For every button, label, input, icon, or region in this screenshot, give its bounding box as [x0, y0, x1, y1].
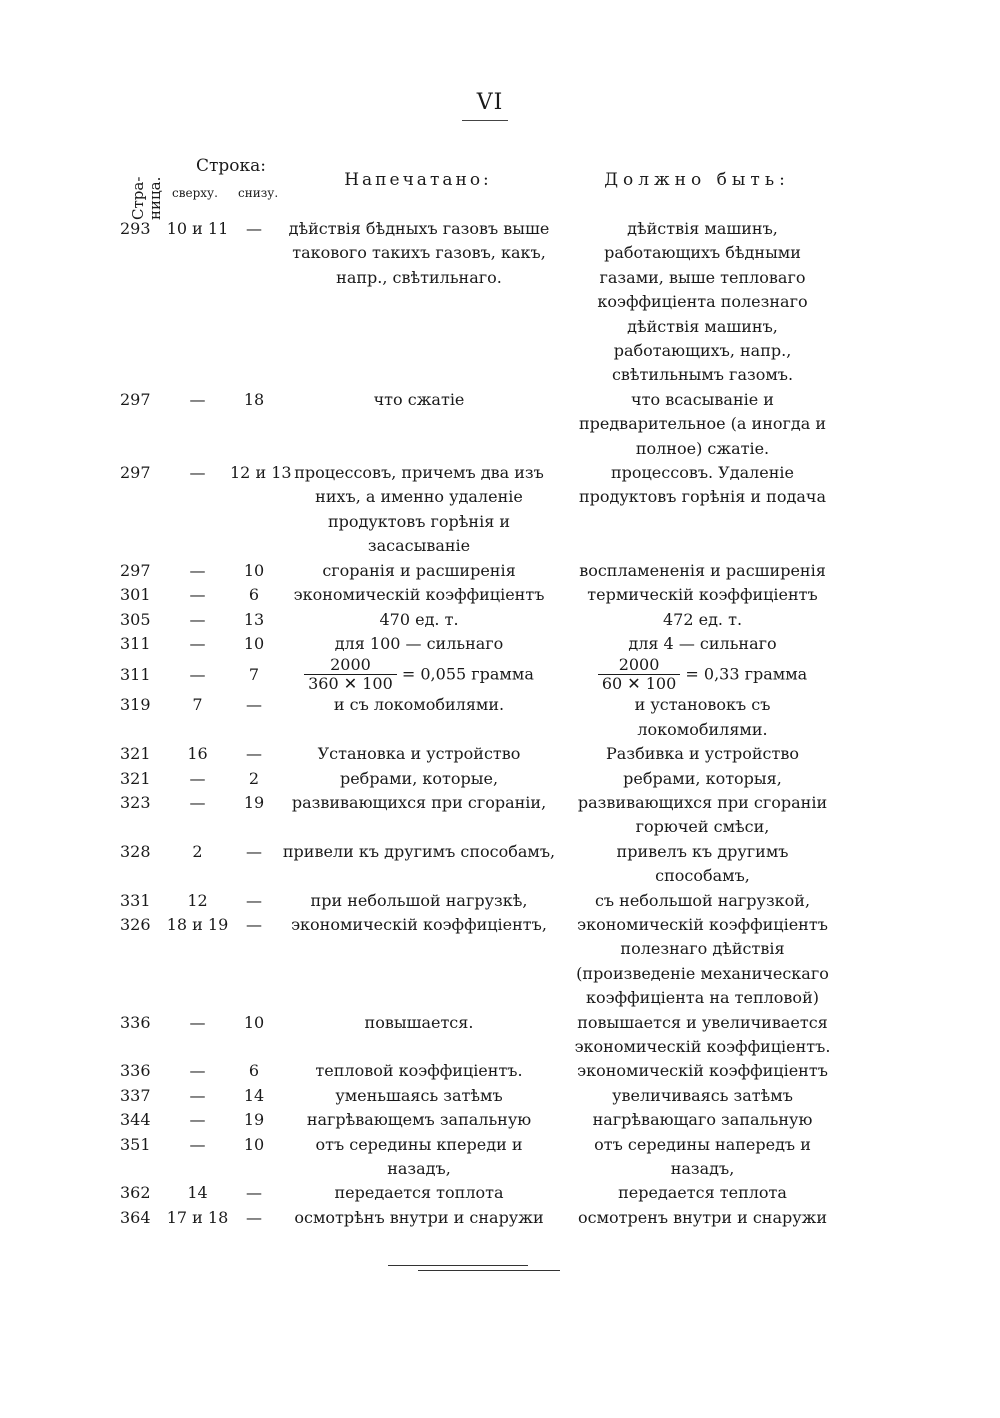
row-line-top: 17 и 18	[166, 1207, 229, 1227]
errata-row	[120, 1059, 835, 1083]
errata-row	[120, 742, 835, 766]
row-correct: и установокъ съ локомобилями.	[634, 695, 771, 739]
row-printed: Установка и устройство	[317, 744, 521, 764]
errata-row	[120, 840, 835, 889]
row-page: 328	[120, 841, 151, 861]
row-line-top: —	[189, 792, 206, 812]
row-printed: развивающихся при сгораніи,	[291, 792, 547, 812]
row-line-top: —	[189, 389, 206, 409]
row-printed: сгоранія и расширенія	[322, 560, 516, 580]
row-line-top: —	[189, 1085, 206, 1105]
row-printed: что сжатіе	[373, 389, 465, 409]
row-page: 336	[120, 1012, 151, 1032]
row-page: 336	[120, 1061, 151, 1081]
errata-row	[120, 1084, 835, 1108]
row-printed: и съ локомобилями.	[333, 695, 505, 715]
row-printed: экономическій коэффиціентъ,	[291, 914, 547, 934]
row-page: 311	[120, 664, 151, 684]
row-line-top: 2	[192, 841, 203, 861]
row-page: 321	[120, 744, 151, 764]
row-correct: воспламененія и расширенія	[579, 560, 826, 580]
row-correct: экономическій коэффиціентъ полезнаго дѣйствія (произведеніе механическаго коэффиціента на тепловой)	[576, 914, 829, 1008]
errata-row	[120, 791, 835, 840]
end-divider	[388, 1265, 528, 1266]
row-line-top: 14	[187, 1183, 208, 1203]
row-line-top: —	[189, 1110, 206, 1130]
row-line-bottom: 10	[243, 560, 265, 580]
row-correct: съ небольшой нагрузкой,	[594, 890, 811, 910]
row-correct: передается теплота	[618, 1183, 787, 1203]
row-correct: привелъ къ другимъ способамъ,	[616, 841, 789, 886]
row-printed: 470 ед. т.	[379, 609, 459, 629]
page-number-rule	[462, 120, 508, 121]
row-correct: отъ середины напередъ и назадъ,	[594, 1134, 811, 1179]
row-line-bottom: 19	[243, 792, 265, 812]
errata-row	[120, 913, 835, 1011]
row-line-bottom: 7	[248, 664, 260, 684]
row-line-top: —	[189, 609, 206, 629]
row-line-top: 10 и 11	[166, 219, 229, 238]
row-line-bottom: 10	[243, 1134, 265, 1154]
errata-row	[120, 559, 835, 583]
row-page: 337	[120, 1085, 151, 1105]
correct-denominator: 60 ✕ 100	[598, 674, 680, 693]
row-line-bottom: —	[246, 1183, 262, 1203]
row-printed: привели къ другимъ способамъ,	[282, 841, 556, 861]
errata-row	[120, 608, 835, 632]
header-page-part2: ница.	[146, 176, 164, 220]
row-correct-formula	[560, 656, 835, 693]
printed-result: = 0,055 грамма	[401, 664, 534, 684]
row-line-bottom: —	[246, 841, 262, 861]
row-line-top: —	[189, 585, 206, 605]
row-page: 301	[120, 585, 151, 605]
row-line-bottom: 6	[248, 1061, 260, 1081]
row-page: 293	[120, 219, 151, 238]
row-correct: для 4 — сильнаго	[628, 633, 777, 653]
row-line-bottom: 14	[243, 1085, 265, 1105]
errata-row	[120, 1181, 835, 1205]
row-correct: ребрами, которыя,	[623, 768, 782, 788]
errata-row-fraction	[120, 656, 835, 693]
header-page	[126, 150, 166, 222]
row-page: 364	[120, 1207, 151, 1227]
row-page: 362	[120, 1183, 151, 1203]
row-correct: осмотренъ внутри и снаружи	[577, 1207, 828, 1227]
row-correct: 472 ед. т.	[662, 609, 743, 629]
row-line-bottom: 19	[243, 1110, 265, 1130]
row-line-top: —	[189, 463, 206, 483]
errata-row	[120, 1206, 835, 1230]
header-printed: Напечатано:	[344, 170, 492, 190]
row-line-bottom: 12 и 13	[230, 463, 292, 483]
row-correct: Разбивка и устройство	[606, 744, 799, 764]
errata-row	[120, 1108, 835, 1132]
row-line-bottom: 2	[248, 768, 260, 788]
row-line-top: —	[189, 768, 206, 788]
row-printed-formula	[278, 656, 560, 693]
row-printed: для 100 — сильнаго	[334, 633, 504, 653]
row-line-top: —	[189, 664, 206, 684]
row-line-top: 12	[187, 890, 208, 910]
printed-denominator: 360 ✕ 100	[304, 674, 397, 693]
row-page: 305	[120, 609, 151, 629]
row-page: 323	[120, 792, 151, 812]
errata-row	[120, 583, 835, 607]
row-line-bottom: 18	[243, 389, 265, 409]
errata-row	[120, 461, 835, 559]
row-line-bottom: —	[246, 890, 262, 910]
page-number: VI	[476, 90, 504, 115]
header-line: Строка:	[196, 156, 267, 176]
printed-fraction	[304, 656, 397, 693]
row-line-bottom: 6	[248, 585, 260, 605]
row-printed: ребрами, которые,	[339, 768, 499, 788]
row-line-bottom: —	[246, 914, 262, 934]
row-line-bottom: —	[246, 1207, 262, 1227]
row-printed: процессовъ, причемъ два изъ нихъ, а именно удаленіе продуктовъ горѣнія и засасываніе	[294, 463, 544, 556]
errata-row	[120, 388, 835, 461]
correct-fraction	[598, 656, 680, 693]
row-correct: увеличиваясь затѣмъ	[612, 1085, 793, 1105]
row-line-bottom: 10	[243, 633, 265, 653]
row-page: 311	[120, 633, 151, 653]
errata-row	[120, 217, 835, 388]
errata-table	[120, 217, 835, 1230]
errata-row	[120, 1133, 835, 1182]
row-page: 297	[120, 463, 151, 483]
row-line-bottom: —	[246, 219, 262, 238]
errata-row	[120, 1011, 835, 1060]
errata-row	[120, 889, 835, 913]
row-line-top: —	[189, 633, 206, 653]
errata-row	[120, 693, 835, 742]
row-correct: экономическій коэффиціентъ	[577, 1061, 828, 1081]
row-page: 321	[120, 768, 151, 788]
row-correct: что всасываніе и предварительное (а иногда и полное) сжатіе.	[578, 389, 827, 458]
header-from-top: сверху.	[172, 186, 218, 200]
correct-numerator: 2000	[618, 655, 660, 675]
row-correct: нагрѣвающаго запальную	[592, 1110, 813, 1130]
header-should-be: Должно быть:	[604, 170, 790, 190]
row-page: 297	[120, 560, 151, 580]
row-correct: повышается и увеличивается экономическій коэффиціентъ.	[574, 1012, 831, 1056]
errata-row	[120, 767, 835, 791]
row-printed: передается топлота	[334, 1183, 504, 1203]
row-line-top: —	[189, 1012, 206, 1032]
row-line-bottom: —	[246, 695, 262, 715]
row-printed: осмотрѣнъ внутри и снаружи	[294, 1207, 544, 1227]
row-printed: тепловой коэффиціентъ.	[315, 1061, 523, 1081]
row-printed: при небольшой нагрузкѣ,	[310, 890, 528, 910]
header-page-part1: Стра-	[129, 176, 147, 220]
row-line-bottom: —	[246, 744, 262, 764]
correct-result: = 0,33 грамма	[685, 664, 808, 684]
row-correct: развивающихся при сгораніи горючей смѣси,	[577, 792, 828, 837]
row-page: 297	[120, 389, 151, 409]
row-line-top: 16	[187, 744, 208, 764]
row-correct: процессовъ. Удаленіе продуктовъ горѣнія и подача	[579, 463, 826, 507]
row-line-bottom: 13	[243, 609, 265, 629]
row-printed: уменьшаясь затѣмъ	[335, 1085, 503, 1105]
row-printed: дѣйствія бѣдныхъ газовъ выше такового такихъ газовъ, какъ, напр., свѣтильнаго.	[288, 219, 550, 287]
row-page: 351	[120, 1134, 151, 1154]
row-printed: повышается.	[364, 1012, 474, 1032]
row-line-top: —	[189, 1061, 206, 1081]
row-line-top: —	[189, 560, 206, 580]
row-printed: отъ середины кпереди и назадъ,	[315, 1134, 523, 1179]
row-page: 331	[120, 890, 151, 910]
row-line-top: 7	[192, 695, 203, 715]
row-correct: термическій коэффиціентъ	[587, 585, 818, 605]
row-printed: нагрѣвающемъ запальную	[306, 1110, 532, 1130]
header-from-bottom: снизу.	[238, 186, 279, 200]
row-page: 344	[120, 1110, 151, 1130]
end-divider	[418, 1270, 560, 1271]
row-line-top: 18 и 19	[166, 914, 229, 934]
row-page: 319	[120, 695, 151, 715]
errata-row	[120, 632, 835, 656]
row-correct: дѣйствія машинъ, работающихъ бѣдными газами, выше тепловаго коэффиціента полезнаго дѣйствія машинъ, работающихъ, напр., свѣтильнымъ газомъ.	[597, 219, 808, 385]
row-printed: экономическій коэффиціентъ	[293, 585, 545, 605]
row-line-top: —	[189, 1134, 206, 1154]
row-page: 326	[120, 914, 151, 934]
row-line-bottom: 10	[243, 1012, 265, 1032]
printed-numerator: 2000	[330, 655, 371, 675]
